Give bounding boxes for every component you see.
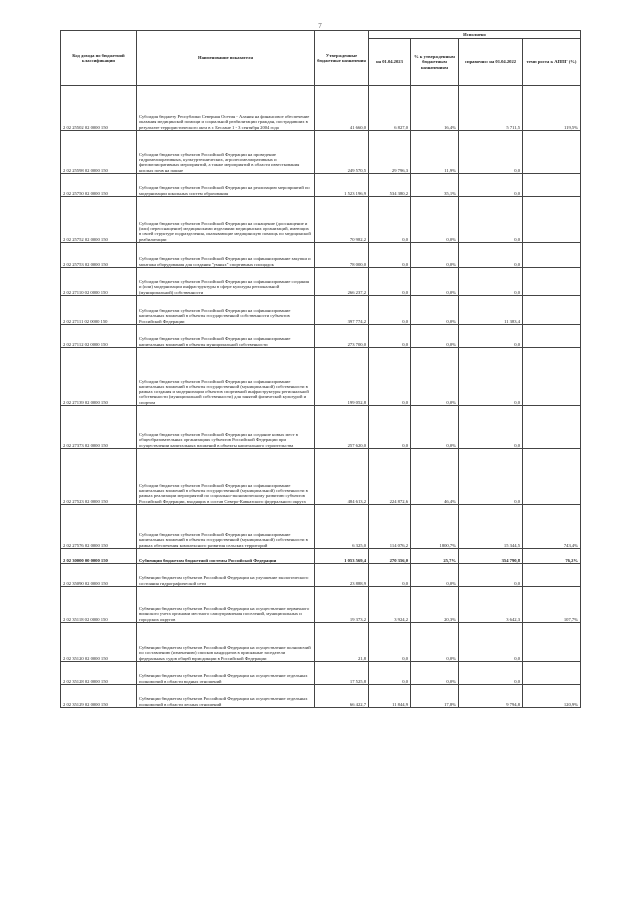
- cell-percent: 16,4%: [411, 86, 459, 131]
- cell-growth: 76,2%: [523, 549, 581, 564]
- cell-code: 2 02 27576 02 0000 150: [61, 505, 137, 549]
- cell-growth: [523, 243, 581, 268]
- cell-code: 2 02 27112 02 0000 150: [61, 325, 137, 348]
- cell-growth: [523, 197, 581, 243]
- cell-approved: 78 000,0: [315, 243, 369, 268]
- cell-percent: 0,0%: [411, 243, 459, 268]
- cell-code: 2 02 35118 02 0000 150: [61, 587, 137, 623]
- cell-name: Субсидии бюджетам субъектов Российской Федерации на софинансирование капитальных вложений в объекты государственной собственности субъектов Российской Федерации: [137, 296, 315, 325]
- cell-approved: 23 888,9: [315, 564, 369, 587]
- cell-approved: 257 620,0: [315, 406, 369, 449]
- cell-name: Субсидии бюджетам субъектов Российской Федерации на софинансирование капитальных вложений в объекты государственной (муниципальной) собственности в рамках реализации мероприятий по социально-экономическому развитию субъектов Российской Федерации, входящих в состав Северо-Кавказского федерального округа: [137, 449, 315, 505]
- cell-growth: [523, 406, 581, 449]
- header-reference: справочно: на 01.04.2022: [459, 39, 523, 86]
- cell-executed: 224 872,6: [369, 449, 411, 505]
- cell-code: 2 02 35129 02 0000 150: [61, 685, 137, 708]
- cell-growth: [523, 131, 581, 174]
- table-row: [61, 449, 581, 505]
- cell-executed: 0,0: [369, 325, 411, 348]
- cell-growth: 119,5%: [523, 86, 581, 131]
- cell-percent: 11,9%: [411, 131, 459, 174]
- table-row: [61, 505, 581, 549]
- cell-percent: 25,7%: [411, 549, 459, 564]
- cell-name: Субсидии бюджетам субъектов Российской Федерации на софинансирование закупки и монтажа оборудования для создания "умных" спортивных площадок: [137, 243, 315, 268]
- cell-reference: 15 344,5: [459, 505, 523, 549]
- table-row: [61, 564, 581, 587]
- cell-growth: 107,7%: [523, 587, 581, 623]
- cell-name: Субвенции бюджетам субъектов Российской Федерации на осуществление первичного воинского учета органами местного самоуправления поселений, муниципальных и городских округов: [137, 587, 315, 623]
- cell-percent: 1800,7%: [411, 505, 459, 549]
- cell-reference: 9 794,8: [459, 685, 523, 708]
- cell-code: 2 02 35120 02 0000 150: [61, 623, 137, 662]
- cell-executed: 0,0: [369, 296, 411, 325]
- table-row: [61, 131, 581, 174]
- cell-approved: 66 422,7: [315, 685, 369, 708]
- cell-name: Субсидии бюджетам субъектов Российской Федерации на софинансирование создания и (или) модернизации инфраструктуры в сфере культуры региональной (муниципальной) собственности: [137, 268, 315, 296]
- cell-name: Субсидии бюджетам субъектов Российской Федерации на реализацию мероприятий по модернизации школьных систем образования: [137, 174, 315, 197]
- cell-name: Субсидии бюджетам субъектов Российской Федерации на проведение гидромелиоративных, культуртехнических, агролесомелиоративных и фитомелиоративных мероприятий, а также мероприятий в области известкования кислых почв на пашне: [137, 131, 315, 174]
- table-body: [61, 86, 581, 708]
- cell-code: 2 02 25502 02 0000 150: [61, 86, 137, 131]
- cell-executed: 0,0: [369, 623, 411, 662]
- cell-approved: 19 373,2: [315, 587, 369, 623]
- table-row: [61, 587, 581, 623]
- cell-executed: 0,0: [369, 406, 411, 449]
- cell-code: 2 02 25750 02 0000 150: [61, 174, 137, 197]
- cell-executed: 11 844,9: [369, 685, 411, 708]
- cell-percent: 0,0%: [411, 662, 459, 685]
- table-row: [61, 406, 581, 449]
- cell-reference: 0,0: [459, 325, 523, 348]
- cell-growth: [523, 623, 581, 662]
- cell-name: Субвенции бюджетам бюджетной системы Российской Федерации: [137, 549, 315, 564]
- cell-percent: 20,3%: [411, 587, 459, 623]
- cell-approved: 266 237,2: [315, 268, 369, 296]
- cell-percent: 0,0%: [411, 406, 459, 449]
- cell-code: 2 02 35128 02 0000 150: [61, 662, 137, 685]
- cell-approved: 249 570,5: [315, 131, 369, 174]
- cell-approved: 397 774,2: [315, 296, 369, 325]
- cell-reference: 3 642,3: [459, 587, 523, 623]
- cell-code: 2 02 35090 02 0000 150: [61, 564, 137, 587]
- header-growth: темп роста к АППГ (%): [523, 39, 581, 86]
- cell-approved: 41 660,0: [315, 86, 369, 131]
- cell-growth: [523, 348, 581, 406]
- cell-name: Субвенции бюджетам субъектов Российской Федерации на осуществление полномочий по составлению (изменению) списков кандидатов в присяжные заседатели федеральных судов общей юрисдикции в Российской Федерации: [137, 623, 315, 662]
- cell-name: Субсидии бюджетам субъектов Российской Федерации на оснащение (дооснащение и (или) переоснащение) медицинскими изделиями медицинских организаций, имеющих в своей структуре подразделения, оказывающие медицинскую помощь по медицинской реабилитации: [137, 197, 315, 243]
- cell-reference: 0,0: [459, 197, 523, 243]
- cell-executed: 114 076,2: [369, 505, 411, 549]
- cell-growth: [523, 662, 581, 685]
- table-row: [61, 197, 581, 243]
- cell-approved: 70 982,2: [315, 197, 369, 243]
- cell-percent: 0,0%: [411, 564, 459, 587]
- cell-name: Субсидия бюджету Республики Северная Осетия - Алания на финансовое обеспечение оказания медицинской помощи и социальной реабилитации граждан, пострадавших в результате террористического акта в г. Беслане 1 - 3 сентября 2004 года: [137, 86, 315, 131]
- cell-growth: [523, 325, 581, 348]
- cell-code: 2 02 30000 00 0000 150: [61, 549, 137, 564]
- cell-growth: [523, 564, 581, 587]
- page-number: 7: [318, 22, 322, 30]
- table-row-total: [61, 549, 581, 564]
- cell-executed: 3 924,2: [369, 587, 411, 623]
- cell-executed: 0,0: [369, 662, 411, 685]
- cell-growth: 743,4%: [523, 505, 581, 549]
- cell-executed: 0,0: [369, 197, 411, 243]
- cell-name: Субсидии бюджетам субъектов Российской Федерации на создание новых мест в общеобразовательных организациях субъектов Российской Федерации при осуществлении капитальных вложений в объекты капитального строительства: [137, 406, 315, 449]
- cell-code: 2 02 27139 02 0000 150: [61, 348, 137, 406]
- cell-name: Субвенции бюджетам субъектов Российской Федерации на улучшение экологического состояния гидрографической сети: [137, 564, 315, 587]
- cell-approved: 21,8: [315, 623, 369, 662]
- cell-reference: 354 790,8: [459, 549, 523, 564]
- cell-approved: 1 053 569,4: [315, 549, 369, 564]
- cell-reference: 0,0: [459, 564, 523, 587]
- cell-growth: 120,9%: [523, 685, 581, 708]
- cell-percent: 17,8%: [411, 685, 459, 708]
- header-on-date: на 01.04.2023: [369, 39, 411, 86]
- cell-executed: 0,0: [369, 348, 411, 406]
- cell-approved: 273 700,0: [315, 325, 369, 348]
- table-row: [61, 685, 581, 708]
- cell-reference: 0,0: [459, 131, 523, 174]
- cell-name: Субвенции бюджетам субъектов Российской Федерации на осуществление отдельных полномочий в области лесных отношений: [137, 685, 315, 708]
- cell-code: 2 02 25598 02 0000 150: [61, 131, 137, 174]
- cell-percent: 0,0%: [411, 348, 459, 406]
- cell-executed: 0,0: [369, 564, 411, 587]
- cell-percent: 0,0%: [411, 197, 459, 243]
- cell-name: Субвенции бюджетам субъектов Российской Федерации на осуществление отдельных полномочий в области водных отношений: [137, 662, 315, 685]
- cell-approved: 484 613,2: [315, 449, 369, 505]
- table-row: [61, 296, 581, 325]
- table-row: [61, 243, 581, 268]
- header-percent: % к утвержденным бюджетным назначениям: [411, 39, 459, 86]
- cell-executed: 270 356,0: [369, 549, 411, 564]
- header-approved: Утвержденные бюджетные назначения: [315, 31, 369, 86]
- cell-executed: 0,0: [369, 243, 411, 268]
- cell-executed: 534 380,2: [369, 174, 411, 197]
- cell-name: Субсидии бюджетам субъектов Российской Федерации на софинансирование капитальных вложений в объекты муниципальной собственности: [137, 325, 315, 348]
- table-row: [61, 86, 581, 131]
- cell-approved: 199 052,8: [315, 348, 369, 406]
- cell-percent: 0,0%: [411, 325, 459, 348]
- header-executed: Исполнено: [369, 31, 581, 39]
- cell-percent: 0,0%: [411, 268, 459, 296]
- header-code: Код дохода по бюджетной классификации: [61, 31, 137, 86]
- cell-reference: 0,0: [459, 268, 523, 296]
- cell-name: Субсидии бюджетам субъектов Российской Федерации на софинансирование капитальных вложений в объекты государственной (муниципальной) собственности в рамках обеспечения комплексного развития сельских территорий: [137, 505, 315, 549]
- cell-reference: 0,0: [459, 243, 523, 268]
- cell-growth: [523, 268, 581, 296]
- table-row: [61, 268, 581, 296]
- cell-code: 2 02 27110 02 0000 150: [61, 268, 137, 296]
- cell-executed: 29 796,3: [369, 131, 411, 174]
- cell-code: 2 02 25752 02 0000 150: [61, 197, 137, 243]
- cell-reference: 11 383,4: [459, 296, 523, 325]
- cell-executed: 0,0: [369, 268, 411, 296]
- cell-reference: 0,0: [459, 406, 523, 449]
- cell-reference: 0,0: [459, 174, 523, 197]
- table-row: [61, 662, 581, 685]
- cell-code: 2 02 27373 02 0000 150: [61, 406, 137, 449]
- cell-reference: 5 711,5: [459, 86, 523, 131]
- table-row: [61, 623, 581, 662]
- cell-growth: [523, 449, 581, 505]
- table-row: [61, 174, 581, 197]
- table-row: [61, 325, 581, 348]
- cell-code: 2 02 27523 02 0000 150: [61, 449, 137, 505]
- cell-approved: 1 523 196,9: [315, 174, 369, 197]
- cell-reference: 0,0: [459, 348, 523, 406]
- cell-code: 2 02 27111 02 0000 150: [61, 296, 137, 325]
- cell-percent: 46,4%: [411, 449, 459, 505]
- cell-reference: 0,0: [459, 623, 523, 662]
- cell-reference: 0,0: [459, 449, 523, 505]
- cell-percent: 0,0%: [411, 296, 459, 325]
- cell-code: 2 02 25753 02 0000 150: [61, 243, 137, 268]
- cell-percent: 35,1%: [411, 174, 459, 197]
- cell-growth: [523, 296, 581, 325]
- table-row: [61, 348, 581, 406]
- header-name: Наименование показателя: [137, 31, 315, 86]
- cell-approved: 17 525,8: [315, 662, 369, 685]
- cell-executed: 6 827,0: [369, 86, 411, 131]
- budget-table: [60, 30, 581, 708]
- cell-growth: [523, 174, 581, 197]
- cell-name: Субсидии бюджетам субъектов Российской Федерации на софинансирование капитальных вложений в объекты государственной (муниципальной) собственности в рамках создания и модернизации объектов спортивной инфраструктуры региональной собственности (муниципальной собственности) для занятий физической культурой и спортом: [137, 348, 315, 406]
- cell-percent: 0,0%: [411, 623, 459, 662]
- cell-approved: 6 325,0: [315, 505, 369, 549]
- cell-reference: 0,0: [459, 662, 523, 685]
